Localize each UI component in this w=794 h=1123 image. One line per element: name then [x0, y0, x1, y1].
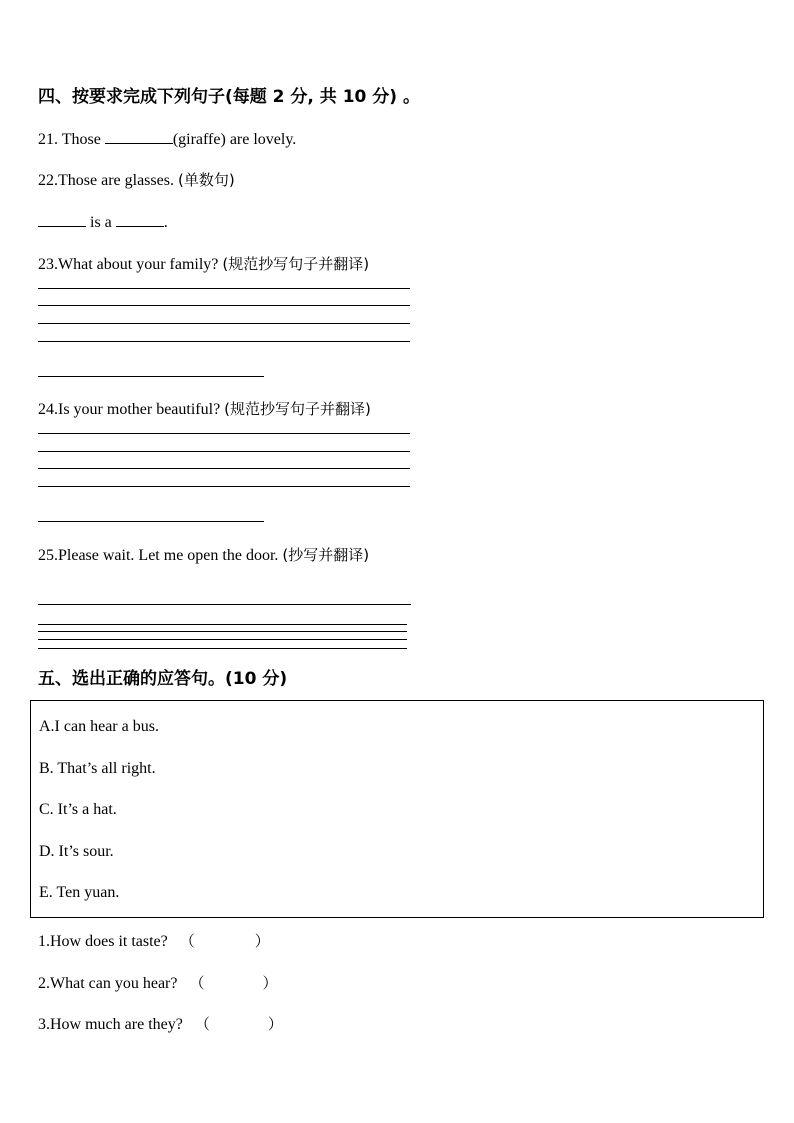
question-22: [38, 170, 235, 191]
question-22-number: 22: [38, 172, 54, 189]
matching-question-1-text: 1.How does it taste?: [38, 933, 168, 950]
question-22-answer-blank-2[interactable]: [116, 212, 164, 227]
matching-question-2-text: 2.What can you hear?: [38, 975, 178, 992]
question-24-writing-line-3[interactable]: [38, 468, 410, 469]
question-23: [38, 254, 369, 275]
question-25-writing-line-3[interactable]: [38, 639, 407, 640]
question-25: [38, 545, 369, 566]
question-23-writing-line-1[interactable]: [38, 288, 410, 289]
question-21-number: 21: [38, 131, 54, 148]
question-25-note: (抄写并翻译): [282, 546, 370, 564]
question-23-text: .What about your family?: [54, 256, 223, 273]
answer-options-box: [30, 700, 764, 918]
question-24-note: (规范抄写句子并翻译): [224, 400, 371, 418]
option-e: E. Ten yuan.: [39, 884, 120, 901]
question-25-number: 25: [38, 547, 54, 564]
matching-question-1: [38, 931, 270, 952]
question-24-writing-line-2[interactable]: [38, 451, 410, 452]
question-22-text: .Those are glasses.: [54, 172, 174, 189]
question-24-writing-line-4[interactable]: [38, 486, 410, 487]
question-21-text-before: . Those: [54, 131, 105, 148]
matching-question-1-open-paren: （: [179, 932, 195, 950]
matching-question-3-close-paren: ）: [267, 1015, 283, 1033]
question-25-translation-line[interactable]: [38, 604, 411, 605]
matching-question-3: [38, 1014, 283, 1035]
option-d: D. It’s sour.: [39, 843, 114, 860]
matching-question-2-open-paren: （: [189, 974, 205, 992]
question-21: [38, 129, 296, 150]
option-a: A.I can hear a bus.: [39, 718, 159, 735]
matching-question-2: [38, 973, 278, 994]
matching-question-3-open-paren: （: [194, 1015, 210, 1033]
question-22-answer-mid: is a: [86, 214, 116, 231]
question-24-writing-line-1[interactable]: [38, 433, 410, 434]
question-24-translation-line[interactable]: [38, 521, 264, 522]
section5-heading: 五、选出正确的应答句。(10 分): [38, 669, 288, 689]
question-23-writing-line-3[interactable]: [38, 323, 410, 324]
option-c: C. It’s a hat.: [39, 801, 117, 818]
question-22-answer-blank-1[interactable]: [38, 212, 86, 227]
question-25-text: .Please wait. Let me open the door.: [54, 547, 283, 564]
matching-question-1-close-paren: ）: [254, 932, 270, 950]
question-21-text-after: (giraffe) are lovely.: [172, 131, 297, 148]
matching-question-3-text: 3.How much are they?: [38, 1016, 183, 1033]
question-23-note: (规范抄写句子并翻译): [222, 255, 370, 273]
question-22-answer-end: .: [163, 214, 168, 231]
question-23-writing-line-2[interactable]: [38, 305, 410, 306]
question-23-writing-line-4[interactable]: [38, 341, 410, 342]
question-24-text: .Is your mother beautiful?: [54, 401, 225, 418]
matching-question-2-close-paren: ）: [262, 974, 278, 992]
section4-heading: 四、按要求完成下列句子(每题 2 分, 共 10 分) 。: [38, 87, 420, 107]
question-21-answer-blank[interactable]: [105, 129, 173, 144]
question-22-note: (单数句): [177, 171, 235, 189]
question-25-writing-line-2[interactable]: [38, 631, 407, 632]
question-24: [38, 399, 371, 420]
question-22-answer: [38, 212, 168, 233]
question-25-writing-line-1[interactable]: [38, 624, 407, 625]
question-23-translation-line[interactable]: [38, 376, 264, 377]
option-b: B. That’s all right.: [39, 760, 156, 777]
question-25-writing-line-4[interactable]: [38, 648, 407, 649]
question-23-number: 23: [38, 256, 54, 273]
question-24-number: 24: [38, 401, 54, 418]
